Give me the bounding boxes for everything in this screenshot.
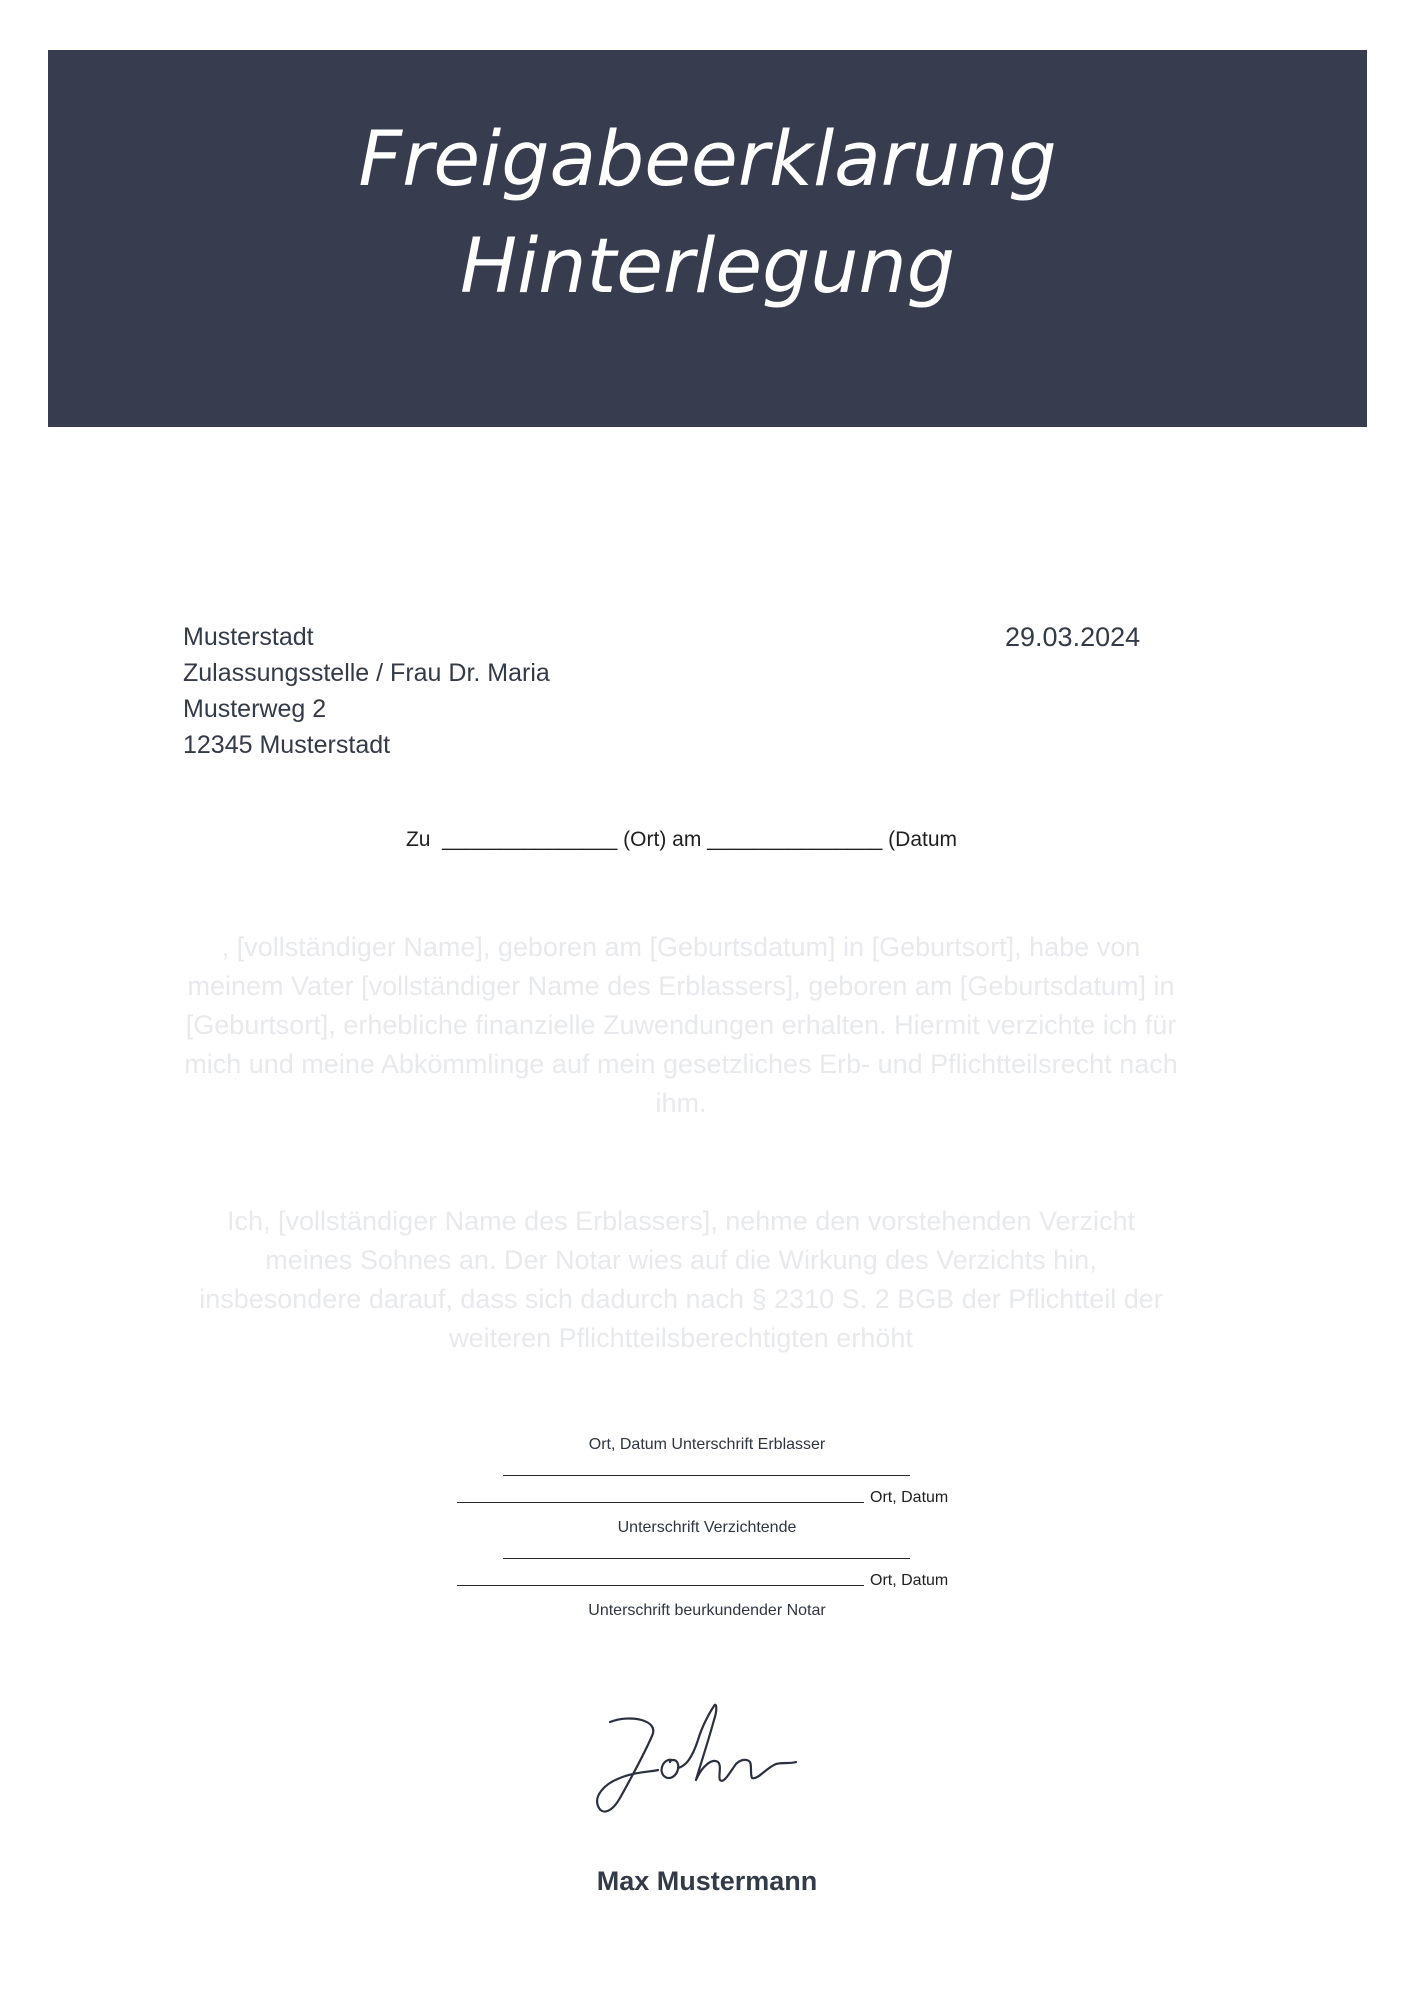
signature-label-erblasser: Ort, Datum Unterschrift Erblasser (588, 1436, 826, 1453)
place-date-line: Zu _______________ (Ort) am _______________ (Datum (405, 828, 958, 851)
title-line-2: Hinterlegung (460, 221, 955, 310)
signature-rule (503, 1558, 910, 1559)
address-line-city: Musterstadt (183, 623, 314, 651)
address-line-zip: 12345 Musterstadt (183, 731, 391, 759)
signature-label-verzichtende: Unterschrift Verzichtende (617, 1519, 797, 1536)
signature-rule (503, 1475, 910, 1476)
header-banner (48, 50, 1367, 427)
handwritten-signature (590, 1700, 810, 1830)
recipient-address (183, 619, 550, 763)
signer-name: Max Mustermann (596, 1866, 818, 1896)
document-title (48, 105, 1367, 319)
document-date: 29.03.2024 (1005, 622, 1141, 652)
signature-label-notar: Unterschrift beurkundender Notar (588, 1602, 826, 1619)
acceptance-paragraph: Ich, [vollständiger Name des Erblassers], nehme den vorstehenden Verzicht meines Sohnes an. Der Notar wies auf die Wirkung des Verzichts hin, insbesondere darauf, dass sich dadurch nach § 2310 S. 2 BGB der Pflichtteil der weiteren Pflichtteilsberechtigten erhöht (199, 1206, 1163, 1353)
address-line-office: Zulassungsstelle / Frau Dr. Maria (183, 659, 550, 687)
ort-datum-label: Ort, Datum (870, 1489, 949, 1506)
signature-rule (457, 1502, 864, 1503)
ort-datum-label: Ort, Datum (870, 1572, 949, 1589)
title-line-1: Freigabeerklarung (358, 114, 1057, 203)
signature-rule (457, 1585, 864, 1586)
waiver-paragraph: , [vollständiger Name], geboren am [Geburtsdatum] in [Geburtsort], habe von meinem Vater [vollständiger Name des Erblassers], geboren am [Geburtsdatum] in [Geburtsort], erhebliche finanzielle Zuwendungen erhalten. Hiermit verzichte ich für mich und meine Abkömmlinge auf mein gesetzliches Erb- und Pflichtteilsrecht nach ihm. (184, 932, 1178, 1118)
address-line-street: Musterweg 2 (183, 695, 327, 723)
